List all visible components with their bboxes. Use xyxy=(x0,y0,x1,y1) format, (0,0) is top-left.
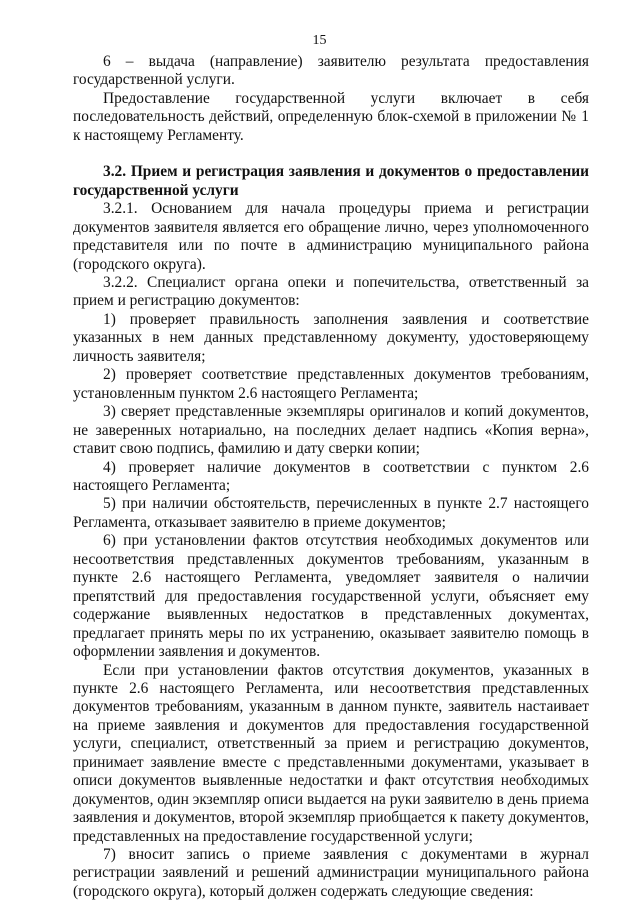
list-item-5: 5) при наличии обстоятельств, перечисленных в пункте 2.7 настоящего Регламента, отказывает заявителю в приеме документов; xyxy=(73,495,589,531)
paragraph-3-2-2: 3.2.2. Специалист органа опеки и попечительства, ответственный за прием и регистрацию документов: xyxy=(73,273,589,310)
section-heading-3-2: 3.2. Прием и регистрация заявления и документов о предоставлении государственной услуги xyxy=(73,163,589,199)
list-item-6: 6) при установлении фактов отсутствия необходимых документов или несоответствия представленных документов требованиям, указанным в пункте 2.6 настоящего Регламента, уведомляет заявителя о наличии препятствий для предоставления государственной услуги, объясняет ему содержание выявленных недостатков в представленных документах, предлагает принять меры по их устранению, оказывает заявителю помощь в оформлении заявления и документов. xyxy=(73,532,589,661)
paragraph-item-6: 6 – выдача (направление) заявителю результата предоставления государственной услуги. xyxy=(73,53,589,89)
list-item-7: 7) вносит запись о приеме заявления с документами в журнал регистрации заявлений и решений администрации муниципального района (городского округа), который должен содержать следующие сведения: xyxy=(73,846,589,900)
paragraph-insistence-case: Если при установлении фактов отсутствия документов, указанных в пункте 2.6 настоящего Регламента, или несоответствия представленных документов требованиям, указанным в данном пункте, заявитель настаивает на приеме заявления и документов для предоставления государственной услуги, специалист, ответственный за прием и регистрацию документов, принимает заявление вместе с представленными документами, указывает в описи документов выявленные недостатки и факт отсутствия необходимых документов, один экземпляр описи выдается на руки заявителю в день приема заявления и документов, второй экземпляр приобщается к пакету документов, представленных на предоставление государственной услуги; xyxy=(73,661,589,845)
document-body xyxy=(73,53,589,901)
list-item-2: 2) проверяет соответствие представленных документов требованиям, установленным пунктом 2.6 настоящего Регламента; xyxy=(73,366,589,402)
paragraph-sequence-of-actions: Предоставление государственной услуги включает в себя последовательность действий, определенную блок-схемой в приложении № 1 к настоящему Регламенту. xyxy=(73,89,589,144)
list-item-4: 4) проверяет наличие документов в соответствии с пунктом 2.6 настоящего Регламента; xyxy=(73,458,589,494)
page-number: 15 xyxy=(312,33,327,48)
list-item-1: 1) проверяет правильность заполнения заявления и соответствие указанных в нем данных представленному документу, удостоверяющему личность заявителя; xyxy=(73,310,589,365)
list-item-3: 3) сверяет представленные экземпляры оригиналов и копий документов, не заверенных нотариально, на последних делает надпись «Копия верна», ставит свою подпись, фамилию и дату сверки копии; xyxy=(73,403,589,458)
paragraph-3-2-1: 3.2.1. Основанием для начала процедуры приема и регистрации документов заявителя является его обращение лично, через уполномоченного представителя или по почте в администрацию муниципального района (городского округа). xyxy=(73,200,589,273)
